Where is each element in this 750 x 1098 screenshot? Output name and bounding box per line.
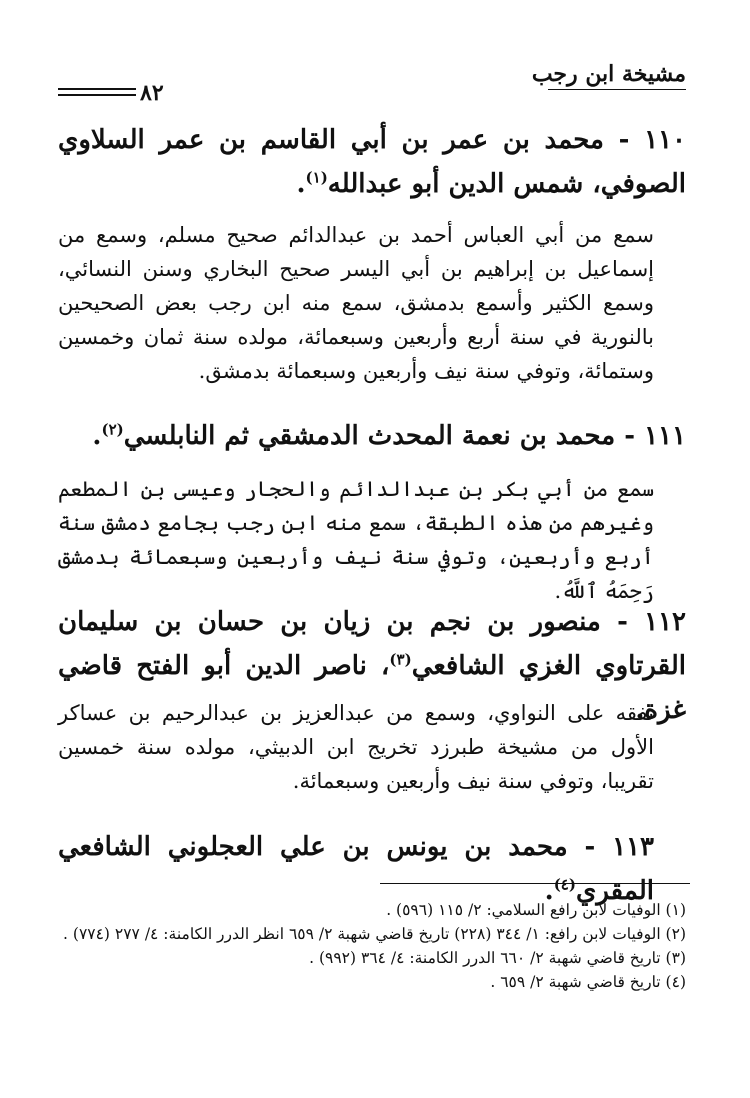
- entry-heading-text: ١١٣ - محمد بن يونس بن علي العجلوني الشافعي المقري: [58, 832, 654, 906]
- footnote-3: (٣) تاريخ قاضي شهبة ٢/ ٦٦٠ الدرر الكامنة: ٤/ ٣٦٤ (٩٩٢) .: [309, 949, 686, 967]
- footnote-ref: (٤): [553, 875, 576, 894]
- entry-heading-text: ١١٢ - منصور بن نجم بن زيان بن حسان بن سليمان القرتاوي الغزي الشافعي: [58, 607, 686, 681]
- entry-body-111: سمع من أبي بكر بن عبدالدائم والحجار وعيسى بن المطعم وغيرهم من هذه الطبقة، سمع منه ابن رجب بجامع دمشق سنة أربع وأربعين، وتوفي سنة نيف وأربعين وسبعمائة بدمشق رَحِمَهُ ٱللَّهُ.: [58, 477, 654, 603]
- footnote-1: (١) الوفيات لابن رافع السلامي: ٢/ ١١٥ (٥٩٦) .: [386, 901, 686, 919]
- footnote-ref: (٢): [101, 420, 124, 439]
- entry-heading-111: [58, 414, 686, 458]
- entry-heading-text: ١١٠ - محمد بن عمر بن أبي القاسم بن عمر السلاوي الصوفي، شمس الدين أبو عبدالله: [58, 125, 686, 199]
- entry-heading-tail: ، ناصر الدين أبو الفتح قاضي غزة.: [58, 651, 686, 725]
- entry-heading-110: [58, 118, 686, 206]
- entry-body-110: سمع من أبي العباس أحمد بن عبدالدائم صحيح مسلم، وسمع من إسماعيل بن إبراهيم بن أبي اليسر صحيح البخاري وسنن النسائي، وسمع الكثير وأسمع بدمشق، سمع منه ابن رجب بعض الصحيحين بالنورية في سنة أربع وأربعين وسبعمائة، مولده سنة ثمان وخمسين وستمائة، وتوفي سنة نيف وأربعين وسبعمائة بدمشق.: [58, 223, 654, 383]
- header-rule-top: [58, 88, 136, 90]
- footnote-ref: (١): [305, 168, 328, 187]
- page-number: ٨٢: [140, 80, 164, 106]
- footnote-separator: [380, 883, 690, 884]
- title-underline: [548, 89, 686, 90]
- entry-heading-tail: .: [92, 421, 102, 451]
- entry-heading-tail: .: [544, 876, 554, 906]
- footnotes: [58, 898, 686, 994]
- entry-body-112: تفقه على النواوي، وسمع من عبدالعزيز بن عبدالرحيم بن عساكر الأول من مشيخة طبرزد تخريج ابن الدبيثي، مولده سنة خمسين تقريبا، وتوفي سنة نيف وأربعين وسبعمائة.: [58, 701, 654, 793]
- footnote-2: (٢) الوفيات لابن رافع: ١/ ٣٤٤ (٢٢٨) تاريخ قاضي شهبة ٢/ ٦٥٩ انظر الدرر الكامنة: ٤/ ٢٧٧ (٧٧٤) .: [63, 925, 686, 943]
- footnote-ref: (٣): [389, 650, 412, 669]
- footnote-4: (٤) تاريخ قاضي شهبة ٢/ ٦٥٩ .: [490, 973, 686, 991]
- entry-heading-tail: .: [296, 169, 306, 199]
- header-rule-bottom: [58, 94, 136, 96]
- entry-heading-text: ١١١ - محمد بن نعمة المحدث الدمشقي ثم النابلسي: [123, 421, 686, 451]
- running-book-title: مشيخة ابن رجب: [531, 61, 686, 87]
